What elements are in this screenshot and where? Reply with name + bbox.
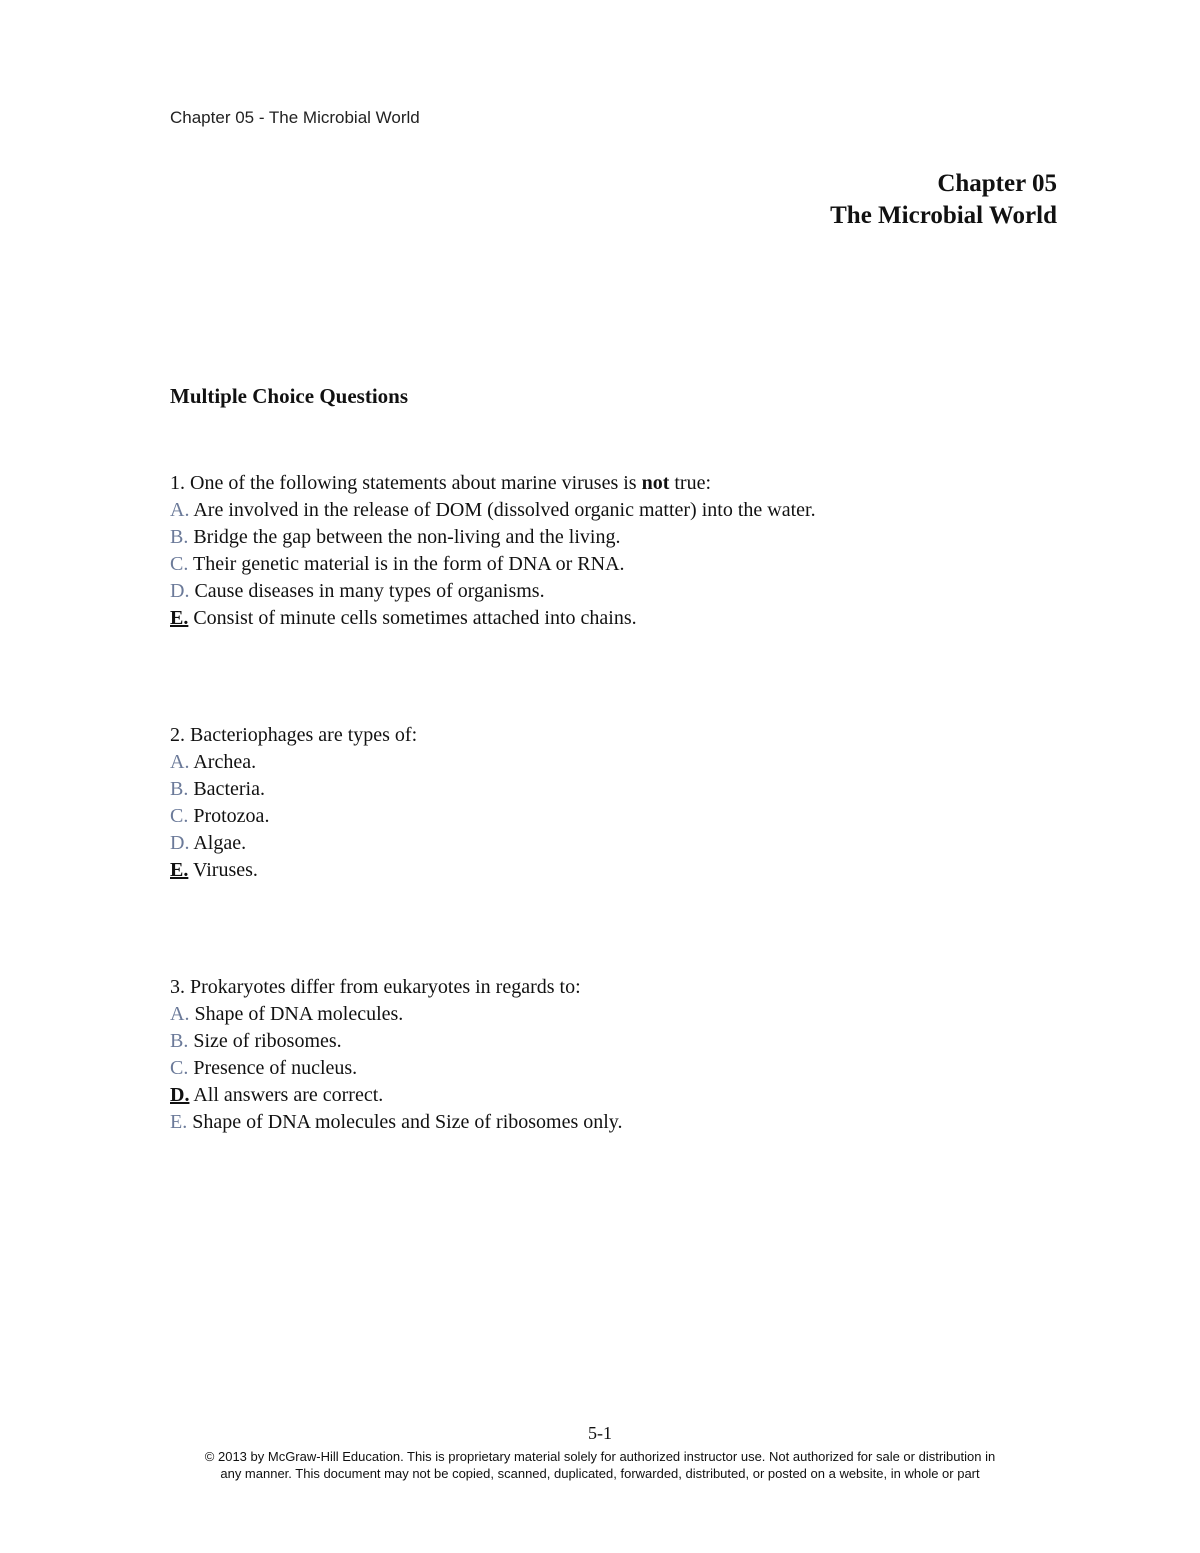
chapter-title bbox=[830, 168, 1057, 232]
question-3 bbox=[170, 974, 623, 1136]
running-header: Chapter 05 - The Microbial World bbox=[170, 108, 420, 127]
answer-option-c: C. Their genetic material is in the form of DNA or RNA. bbox=[170, 553, 625, 575]
answer-option-a: A. Are involved in the release of DOM (dissolved organic matter) into the water. bbox=[170, 499, 816, 521]
answer-option-d-correct: D. All answers are correct. bbox=[170, 1084, 384, 1106]
page-number: 5-1 bbox=[588, 1423, 612, 1443]
copyright-notice bbox=[140, 1448, 1060, 1482]
answer-option-c: C. Protozoa. bbox=[170, 805, 270, 827]
answer-option-e-correct: E. Viruses. bbox=[170, 859, 258, 881]
copyright-line-1: © 2013 by McGraw-Hill Education. This is proprietary material solely for authorized instructor use. Not authorized for sale or distribution in bbox=[204, 1449, 996, 1464]
answer-option-c: C. Presence of nucleus. bbox=[170, 1057, 358, 1079]
correct-answer-marker: E. bbox=[170, 607, 189, 629]
correct-answer-marker: E. bbox=[170, 859, 189, 881]
chapter-name: The Microbial World bbox=[830, 202, 1057, 229]
answer-option-b: B. Size of ribosomes. bbox=[170, 1030, 342, 1052]
copyright-line-2: any manner. This document may not be copied, scanned, duplicated, forwarded, distributed, or posted on a website, in whole or part bbox=[220, 1466, 980, 1481]
answer-option-a: A. Shape of DNA molecules. bbox=[170, 1003, 404, 1025]
question-1 bbox=[170, 470, 816, 632]
question-stem: 1. One of the following statements about marine viruses is not true: bbox=[170, 472, 712, 494]
answer-option-a: A. Archea. bbox=[170, 751, 257, 773]
answer-option-b: B. Bacteria. bbox=[170, 778, 265, 800]
question-2 bbox=[170, 722, 417, 884]
stem-emphasis: not bbox=[641, 472, 670, 494]
correct-answer-marker: D. bbox=[170, 1084, 190, 1106]
question-stem: 2. Bacteriophages are types of: bbox=[170, 724, 418, 746]
question-stem: 3. Prokaryotes differ from eukaryotes in regards to: bbox=[170, 976, 581, 998]
answer-option-d: D. Cause diseases in many types of organisms. bbox=[170, 580, 545, 602]
answer-option-e: E. Shape of DNA molecules and Size of ribosomes only. bbox=[170, 1111, 623, 1133]
section-heading: Multiple Choice Questions bbox=[170, 384, 409, 408]
answer-option-b: B. Bridge the gap between the non-living and the living. bbox=[170, 526, 621, 548]
chapter-number: Chapter 05 bbox=[937, 170, 1057, 197]
answer-option-e-correct: E. Consist of minute cells sometimes attached into chains. bbox=[170, 607, 637, 629]
answer-option-d: D. Algae. bbox=[170, 832, 247, 854]
